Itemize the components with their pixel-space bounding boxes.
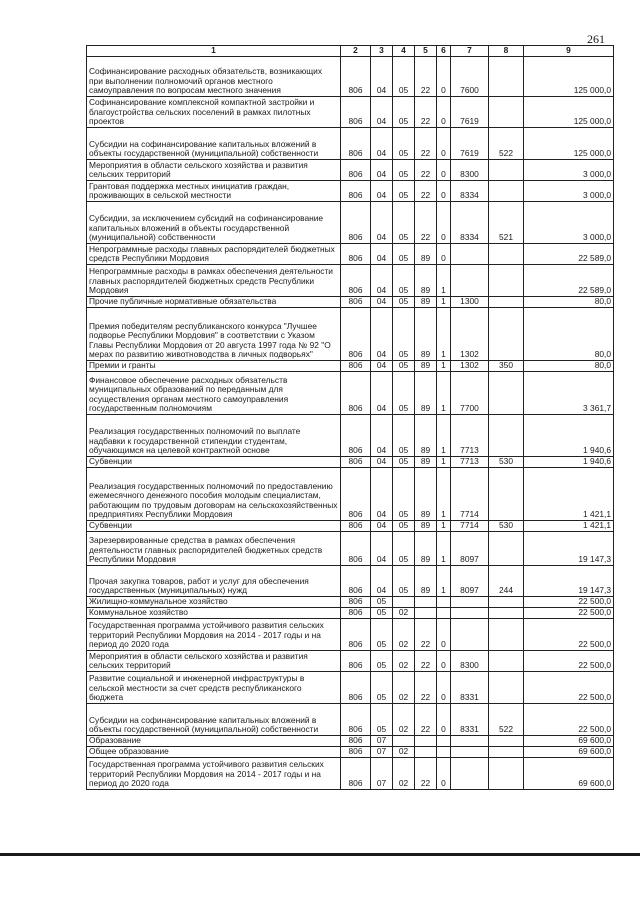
cell-col-3: 04 (371, 532, 393, 566)
table-row (87, 57, 614, 97)
cell-col-5: 22 (415, 758, 437, 790)
cell-col-9: 125 000,0 (524, 97, 614, 128)
cell-col-8: 350 (489, 361, 524, 372)
cell-col-2: 806 (341, 747, 371, 758)
cell-col-9: 22 500,0 (524, 651, 614, 672)
cell-name: Субсидии на софинансирование капитальных вложений в объекты государственной (муниципальной) собственности (87, 128, 341, 160)
cell-name: Реализация государственных полномочий по предоставлению ежемесячного денежного пособия молодым специалистам, работающим по трудовым договорам на сельскохозяйственных предприятиях Республики Мордовия (87, 468, 341, 521)
cell-col-8 (489, 97, 524, 128)
cell-col-9: 1 421,1 (524, 521, 614, 532)
cell-name: Грантовая поддержка местных инициатив граждан, проживающих в сельской местности (87, 181, 341, 202)
cell-col-4 (393, 597, 415, 608)
table-row (87, 651, 614, 672)
cell-col-2: 806 (341, 758, 371, 790)
cell-col-8: 522 (489, 704, 524, 736)
cell-name: Субвенции (87, 457, 341, 468)
table-row (87, 372, 614, 415)
cell-col-5: 89 (415, 457, 437, 468)
cell-col-7: 8300 (451, 160, 489, 181)
cell-col-3: 04 (371, 361, 393, 372)
cell-col-5: 22 (415, 57, 437, 97)
cell-col-3: 04 (371, 244, 393, 265)
table-row (87, 532, 614, 566)
cell-col-5 (415, 608, 437, 619)
table-header-row (87, 46, 614, 57)
table-row (87, 202, 614, 244)
header-col-4: 4 (393, 46, 415, 57)
cell-col-8: 244 (489, 566, 524, 597)
cell-col-3: 04 (371, 160, 393, 181)
cell-col-6: 0 (437, 651, 451, 672)
cell-col-9: 19 147,3 (524, 566, 614, 597)
cell-col-3: 07 (371, 736, 393, 747)
cell-col-6 (437, 747, 451, 758)
cell-col-9: 22 589,0 (524, 265, 614, 297)
table-body (87, 57, 614, 790)
cell-col-4: 02 (393, 704, 415, 736)
table-row (87, 608, 614, 619)
cell-col-7 (451, 747, 489, 758)
cell-col-5 (415, 597, 437, 608)
cell-col-4: 05 (393, 308, 415, 361)
cell-col-2: 806 (341, 736, 371, 747)
cell-col-4: 05 (393, 128, 415, 160)
cell-col-6: 1 (437, 265, 451, 297)
cell-col-7: 7714 (451, 468, 489, 521)
cell-col-8 (489, 468, 524, 521)
cell-col-8 (489, 597, 524, 608)
cell-col-8 (489, 651, 524, 672)
cell-col-3: 04 (371, 457, 393, 468)
cell-name: Коммунальное хозяйство (87, 608, 341, 619)
cell-name: Непрограммные расходы главных распорядителей бюджетных средств Республики Мордовия (87, 244, 341, 265)
cell-col-6: 0 (437, 160, 451, 181)
cell-col-7 (451, 736, 489, 747)
cell-col-4: 05 (393, 361, 415, 372)
cell-col-3: 04 (371, 521, 393, 532)
cell-col-9: 80,0 (524, 297, 614, 308)
bottom-rule (0, 853, 640, 856)
cell-col-5: 22 (415, 128, 437, 160)
cell-col-7: 7713 (451, 415, 489, 457)
cell-col-3: 04 (371, 372, 393, 415)
header-col-7: 7 (451, 46, 489, 57)
cell-col-3: 07 (371, 758, 393, 790)
cell-col-7: 1300 (451, 297, 489, 308)
table-row (87, 704, 614, 736)
cell-col-8 (489, 415, 524, 457)
cell-name: Софинансирование расходных обязательств, возникающих при выполнении полномочий органов местного самоуправления по вопросам местного значения (87, 57, 341, 97)
cell-col-4: 05 (393, 57, 415, 97)
cell-col-6: 0 (437, 758, 451, 790)
cell-col-6: 1 (437, 297, 451, 308)
cell-col-3: 04 (371, 566, 393, 597)
cell-col-3: 05 (371, 672, 393, 704)
cell-name: Жилищно-коммунальное хозяйство (87, 597, 341, 608)
cell-col-7: 1302 (451, 361, 489, 372)
cell-col-9: 3 000,0 (524, 160, 614, 181)
cell-col-5: 89 (415, 265, 437, 297)
cell-col-7: 8331 (451, 704, 489, 736)
table-row (87, 160, 614, 181)
cell-col-6 (437, 597, 451, 608)
cell-col-2: 806 (341, 672, 371, 704)
cell-col-6: 1 (437, 468, 451, 521)
cell-col-8 (489, 747, 524, 758)
cell-col-2: 806 (341, 160, 371, 181)
cell-col-6 (437, 608, 451, 619)
cell-col-5: 89 (415, 297, 437, 308)
cell-col-2: 806 (341, 651, 371, 672)
table-row (87, 297, 614, 308)
cell-col-7: 8334 (451, 202, 489, 244)
cell-name: Мероприятия в области сельского хозяйства и развития сельских территорий (87, 160, 341, 181)
cell-col-3: 05 (371, 619, 393, 651)
cell-col-8 (489, 758, 524, 790)
cell-col-3: 04 (371, 297, 393, 308)
cell-col-3: 04 (371, 308, 393, 361)
cell-col-2: 806 (341, 297, 371, 308)
cell-name: Субвенции (87, 521, 341, 532)
cell-col-9: 22 589,0 (524, 244, 614, 265)
cell-col-8: 530 (489, 457, 524, 468)
cell-col-9: 3 361,7 (524, 372, 614, 415)
cell-col-4: 05 (393, 566, 415, 597)
table-row (87, 736, 614, 747)
cell-col-5: 89 (415, 468, 437, 521)
cell-col-5: 22 (415, 619, 437, 651)
cell-col-2: 806 (341, 97, 371, 128)
cell-col-2: 806 (341, 597, 371, 608)
cell-name: Субсидии на софинансирование капитальных вложений в объекты государственной (муниципальной) собственности (87, 704, 341, 736)
cell-col-3: 04 (371, 57, 393, 97)
cell-col-6: 1 (437, 566, 451, 597)
cell-col-7: 7619 (451, 128, 489, 160)
cell-col-8 (489, 297, 524, 308)
cell-col-9: 3 000,0 (524, 202, 614, 244)
cell-col-6: 0 (437, 202, 451, 244)
cell-col-4: 05 (393, 181, 415, 202)
cell-col-3: 04 (371, 468, 393, 521)
cell-col-4: 02 (393, 672, 415, 704)
cell-col-5: 22 (415, 704, 437, 736)
table-row (87, 308, 614, 361)
cell-col-7: 8097 (451, 532, 489, 566)
cell-col-8 (489, 244, 524, 265)
cell-col-7 (451, 758, 489, 790)
cell-col-6: 0 (437, 97, 451, 128)
header-col-2: 2 (341, 46, 371, 57)
cell-name: Общее образование (87, 747, 341, 758)
cell-col-3: 05 (371, 597, 393, 608)
cell-col-2: 806 (341, 265, 371, 297)
cell-col-4: 05 (393, 244, 415, 265)
cell-name: Зарезервированные средства в рамках обеспечения деятельности главных распорядителей бюджетных средств Республики Мордовия (87, 532, 341, 566)
header-col-5: 5 (415, 46, 437, 57)
cell-col-6: 1 (437, 532, 451, 566)
cell-col-2: 806 (341, 181, 371, 202)
cell-col-9: 69 600,0 (524, 747, 614, 758)
cell-col-6: 0 (437, 128, 451, 160)
cell-col-8: 522 (489, 128, 524, 160)
header-col-6: 6 (437, 46, 451, 57)
cell-col-6: 1 (437, 521, 451, 532)
cell-col-2: 806 (341, 468, 371, 521)
cell-col-3: 07 (371, 747, 393, 758)
cell-col-2: 806 (341, 457, 371, 468)
cell-col-4: 05 (393, 468, 415, 521)
cell-col-8 (489, 308, 524, 361)
cell-col-4: 02 (393, 747, 415, 758)
cell-col-8 (489, 181, 524, 202)
cell-col-6: 1 (437, 361, 451, 372)
cell-col-7: 8300 (451, 651, 489, 672)
cell-col-9: 69 600,0 (524, 758, 614, 790)
cell-col-3: 05 (371, 608, 393, 619)
cell-col-7: 7714 (451, 521, 489, 532)
cell-col-3: 04 (371, 265, 393, 297)
cell-col-5: 89 (415, 308, 437, 361)
cell-col-6 (437, 736, 451, 747)
cell-col-2: 806 (341, 202, 371, 244)
cell-col-3: 05 (371, 704, 393, 736)
cell-col-3: 04 (371, 97, 393, 128)
table-row (87, 181, 614, 202)
cell-col-4: 05 (393, 297, 415, 308)
cell-name: Образование (87, 736, 341, 747)
cell-col-8 (489, 736, 524, 747)
cell-name: Непрограммные расходы в рамках обеспечения деятельности главных распорядителей бюджетных средств Республики Мордовия (87, 265, 341, 297)
cell-col-4: 02 (393, 651, 415, 672)
cell-col-7: 7713 (451, 457, 489, 468)
cell-col-7 (451, 619, 489, 651)
cell-col-4: 05 (393, 521, 415, 532)
cell-col-9: 3 000,0 (524, 181, 614, 202)
cell-col-2: 806 (341, 57, 371, 97)
table-row (87, 128, 614, 160)
table-row (87, 521, 614, 532)
cell-col-6: 0 (437, 57, 451, 97)
cell-name: Финансовое обеспечение расходных обязательств муниципальных образований по переданным для осуществления органам местного самоуправления государственным полномочиям (87, 372, 341, 415)
cell-col-5: 89 (415, 532, 437, 566)
table-row (87, 457, 614, 468)
cell-col-5: 22 (415, 651, 437, 672)
cell-col-7: 8334 (451, 181, 489, 202)
cell-col-6: 1 (437, 308, 451, 361)
cell-col-3: 05 (371, 651, 393, 672)
cell-col-4: 05 (393, 457, 415, 468)
cell-col-4: 05 (393, 97, 415, 128)
cell-name: Премии и гранты (87, 361, 341, 372)
cell-col-9: 22 500,0 (524, 672, 614, 704)
cell-col-9: 1 940,6 (524, 415, 614, 457)
cell-col-9: 22 500,0 (524, 608, 614, 619)
cell-col-5: 22 (415, 97, 437, 128)
cell-col-4: 05 (393, 202, 415, 244)
cell-name: Государственная программа устойчивого развития сельских территорий Республики Мордовия на 2014 - 2017 годы и на период до 2020 года (87, 619, 341, 651)
cell-col-9: 80,0 (524, 308, 614, 361)
cell-col-8 (489, 57, 524, 97)
cell-col-2: 806 (341, 128, 371, 160)
cell-name: Прочая закупка товаров, работ и услуг для обеспечения государственных (муниципальных) нужд (87, 566, 341, 597)
cell-col-8 (489, 532, 524, 566)
cell-name: Мероприятия в области сельского хозяйства и развития сельских территорий (87, 651, 341, 672)
cell-name: Прочие публичные нормативные обязательства (87, 297, 341, 308)
cell-col-5: 89 (415, 244, 437, 265)
cell-col-5: 22 (415, 181, 437, 202)
cell-col-8 (489, 265, 524, 297)
cell-col-8 (489, 372, 524, 415)
cell-col-5: 89 (415, 566, 437, 597)
cell-name: Премия победителям республиканского конкурса "Лучшее подворье Республики Мордовия" в соответствии с Указом Главы Республики Мордовия от 20 августа 1997 года № 92 "О мерах по развитию животноводства в личных подворьях" (87, 308, 341, 361)
cell-col-2: 806 (341, 532, 371, 566)
cell-col-6: 0 (437, 672, 451, 704)
budget-table (86, 45, 614, 790)
cell-col-4: 02 (393, 758, 415, 790)
cell-col-6: 0 (437, 244, 451, 265)
cell-col-4: 05 (393, 160, 415, 181)
table-row (87, 747, 614, 758)
cell-col-4: 05 (393, 415, 415, 457)
cell-col-4: 05 (393, 265, 415, 297)
cell-col-6: 0 (437, 181, 451, 202)
cell-col-2: 806 (341, 244, 371, 265)
cell-col-2: 806 (341, 521, 371, 532)
cell-col-2: 806 (341, 608, 371, 619)
cell-col-7 (451, 265, 489, 297)
cell-col-6: 1 (437, 457, 451, 468)
cell-col-6: 0 (437, 704, 451, 736)
cell-col-9: 125 000,0 (524, 128, 614, 160)
table-row (87, 597, 614, 608)
cell-col-2: 806 (341, 361, 371, 372)
header-col-8: 8 (489, 46, 524, 57)
header-col-1: 1 (87, 46, 341, 57)
cell-col-9: 22 500,0 (524, 619, 614, 651)
cell-col-9: 69 600,0 (524, 736, 614, 747)
cell-col-2: 806 (341, 372, 371, 415)
cell-col-7: 8097 (451, 566, 489, 597)
cell-name: Развитие социальной и инженерной инфраструктуры в сельской местности за счет средств республиканского бюджета (87, 672, 341, 704)
cell-col-4: 02 (393, 608, 415, 619)
cell-col-7: 7700 (451, 372, 489, 415)
cell-name: Государственная программа устойчивого развития сельских территорий Республики Мордовия на 2014 - 2017 годы и на период до 2020 года (87, 758, 341, 790)
cell-col-5: 22 (415, 672, 437, 704)
cell-col-4: 05 (393, 372, 415, 415)
cell-col-7 (451, 608, 489, 619)
header-col-3: 3 (371, 46, 393, 57)
cell-col-4 (393, 736, 415, 747)
cell-col-7: 7600 (451, 57, 489, 97)
cell-col-6: 0 (437, 619, 451, 651)
table-row (87, 97, 614, 128)
cell-col-5: 22 (415, 160, 437, 181)
table-row (87, 672, 614, 704)
cell-col-3: 04 (371, 181, 393, 202)
cell-col-5: 89 (415, 521, 437, 532)
cell-col-8: 530 (489, 521, 524, 532)
cell-col-7: 8331 (451, 672, 489, 704)
cell-col-9: 19 147,3 (524, 532, 614, 566)
cell-col-5: 22 (415, 202, 437, 244)
cell-col-5 (415, 747, 437, 758)
cell-col-3: 04 (371, 415, 393, 457)
cell-col-2: 806 (341, 619, 371, 651)
table-row (87, 758, 614, 790)
cell-col-3: 04 (371, 202, 393, 244)
cell-col-9: 1 421,1 (524, 468, 614, 521)
cell-col-9: 125 000,0 (524, 57, 614, 97)
cell-col-2: 806 (341, 566, 371, 597)
cell-col-2: 806 (341, 308, 371, 361)
table-row (87, 415, 614, 457)
cell-col-5: 89 (415, 361, 437, 372)
cell-col-9: 22 500,0 (524, 597, 614, 608)
cell-name: Реализация государственных полномочий по выплате надбавки к государственной стипендии студентам, обучающимся на целевой контрактной основе (87, 415, 341, 457)
cell-col-4: 05 (393, 532, 415, 566)
cell-name: Субсидии, за исключением субсидий на софинансирование капитальных вложений в объекты государственной (муниципальной) собственности (87, 202, 341, 244)
cell-col-8: 521 (489, 202, 524, 244)
cell-col-5: 89 (415, 372, 437, 415)
cell-col-8 (489, 619, 524, 651)
cell-col-8 (489, 672, 524, 704)
cell-col-9: 1 940,6 (524, 457, 614, 468)
header-col-9: 9 (524, 46, 614, 57)
cell-col-2: 806 (341, 704, 371, 736)
cell-name: Софинансирование комплексной компактной застройки и благоустройства сельских поселений в рамках пилотных проектов (87, 97, 341, 128)
cell-col-5 (415, 736, 437, 747)
cell-col-3: 04 (371, 128, 393, 160)
cell-col-2: 806 (341, 415, 371, 457)
cell-col-7 (451, 244, 489, 265)
cell-col-8 (489, 608, 524, 619)
cell-col-6: 1 (437, 372, 451, 415)
table-row (87, 468, 614, 521)
cell-col-9: 22 500,0 (524, 704, 614, 736)
cell-col-9: 80,0 (524, 361, 614, 372)
table-row (87, 566, 614, 597)
cell-col-7: 1302 (451, 308, 489, 361)
table-row (87, 244, 614, 265)
cell-col-7 (451, 597, 489, 608)
cell-col-6: 1 (437, 415, 451, 457)
cell-col-5: 89 (415, 415, 437, 457)
cell-col-8 (489, 160, 524, 181)
table-row (87, 265, 614, 297)
cell-col-7: 7619 (451, 97, 489, 128)
table-row (87, 619, 614, 651)
table-row (87, 361, 614, 372)
cell-col-4: 02 (393, 619, 415, 651)
page-number: 261 (587, 32, 605, 46)
